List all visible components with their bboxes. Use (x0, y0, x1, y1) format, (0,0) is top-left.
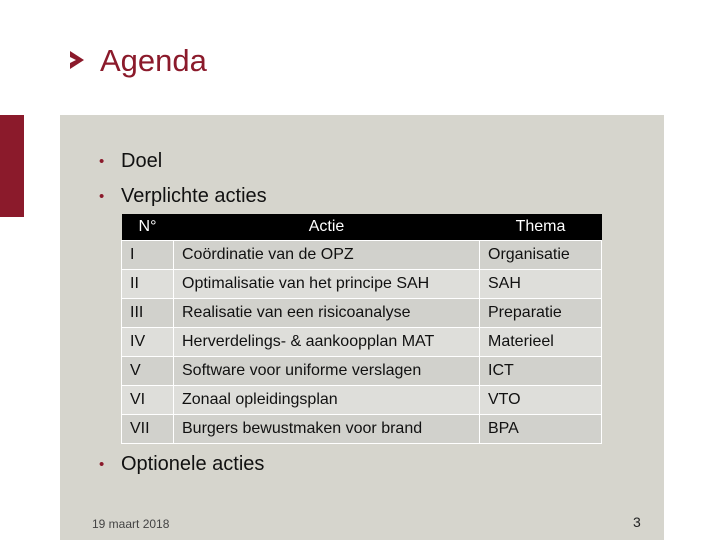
cell-number: I (122, 241, 174, 270)
table-row (122, 299, 602, 328)
actions-table (121, 214, 602, 444)
header-theme: Thema (480, 214, 602, 241)
slide-title (66, 38, 207, 82)
cell-number: IV (122, 328, 174, 357)
cell-theme: BPA (480, 415, 602, 444)
page-number: 3 (633, 514, 641, 530)
cell-action: Burgers bewustmaken voor brand (174, 415, 480, 444)
bullet-item (99, 185, 267, 208)
cell-theme: VTO (480, 386, 602, 415)
bullet-label: Verplichte acties (121, 185, 267, 207)
bullet-item (99, 150, 162, 173)
table-row (122, 386, 602, 415)
bullet-dot: • (99, 188, 105, 205)
table-row (122, 328, 602, 357)
bullet-label: Doel (121, 150, 163, 172)
bullet-dot: • (99, 153, 105, 170)
cell-theme: Materieel (480, 328, 602, 357)
cell-action: Realisatie van een risicoanalyse (174, 299, 480, 328)
cell-number: VII (122, 415, 174, 444)
chevron-right-icon (66, 49, 88, 71)
cell-action: Optimalisatie van het principe SAH (174, 270, 480, 299)
bullet-label: Optionele acties (121, 453, 265, 475)
bullet-item (99, 453, 264, 476)
bullet-dot: • (99, 456, 105, 473)
table-row (122, 357, 602, 386)
header-number: N° (122, 214, 174, 241)
cell-action: Zonaal opleidingsplan (174, 386, 480, 415)
cell-action: Software voor uniforme verslagen (174, 357, 480, 386)
accent-bar (0, 115, 24, 217)
cell-action: Coördinatie van de OPZ (174, 241, 480, 270)
cell-number: II (122, 270, 174, 299)
cell-number: V (122, 357, 174, 386)
table-header-row (122, 214, 602, 241)
table-row (122, 415, 602, 444)
cell-number: III (122, 299, 174, 328)
cell-action: Herverdelings- & aankoopplan MAT (174, 328, 480, 357)
title-text: Agenda (100, 42, 207, 78)
cell-number: VI (122, 386, 174, 415)
header-action: Actie (174, 214, 480, 241)
cell-theme: ICT (480, 357, 602, 386)
cell-theme: SAH (480, 270, 602, 299)
table-row (122, 241, 602, 270)
table-row (122, 270, 602, 299)
footer-date: 19 maart 2018 (92, 517, 170, 531)
cell-theme: Preparatie (480, 299, 602, 328)
cell-theme: Organisatie (480, 241, 602, 270)
